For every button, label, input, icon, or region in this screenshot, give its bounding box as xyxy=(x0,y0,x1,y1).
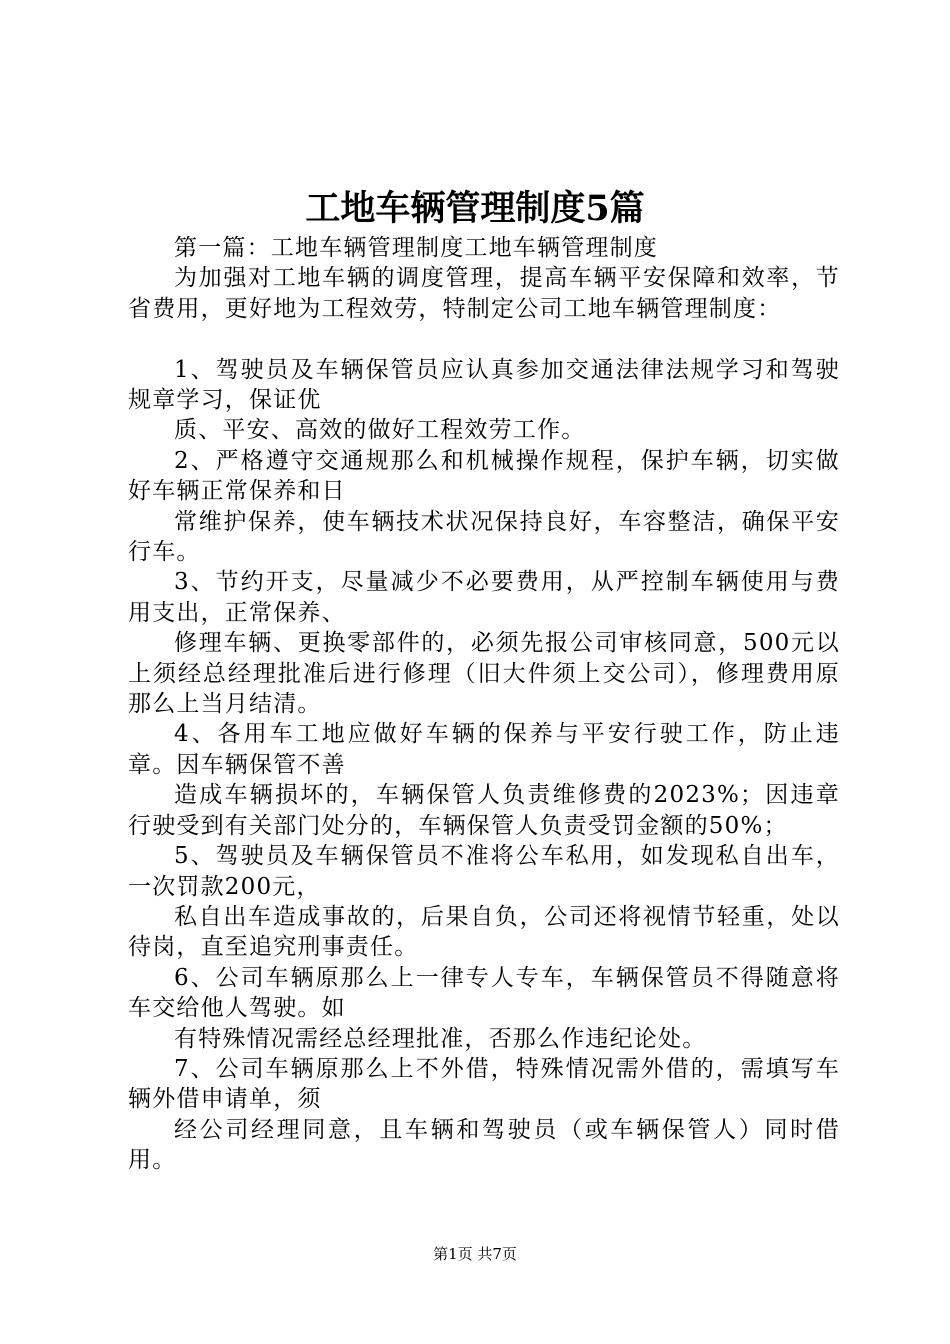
paragraph-rule-1-cont: 质、平安、高效的做好工程效劳工作。 xyxy=(174,417,586,444)
page-number-footer: 第1页 共7页 xyxy=(433,1245,517,1263)
paragraph-rule-4-cont: 造成车辆损坏的，车辆保管人负责维修费的2023%；因违章行驶受到有关部门处分的，车辆保管人负责受罚金额的50%； xyxy=(128,782,840,839)
paragraph-rule-5: 5、驾驶员及车辆保管员不准将公车私用，如发现私自出车，一次罚款200元， xyxy=(128,843,840,900)
paragraph-rule-1: 1、驾驶员及车辆保管员应认真参加交通法律法规学习和驾驶规章学习，保证优 xyxy=(128,356,840,414)
paragraph-rule-2-cont: 常维护保养，使车辆技术状况保持良好，车容整洁，确保平安行车。 xyxy=(128,508,840,566)
document-title: 工地车辆管理制度5篇 xyxy=(305,188,645,229)
paragraph-rule-7: 7、公司车辆原那么上不外借，特殊情况需外借的，需填写车辆外借申请单，须 xyxy=(128,1055,840,1113)
blank-line xyxy=(128,324,840,354)
paragraph-rule-6: 6、公司车辆原那么上一律专人专车，车辆保管员不得随意将车交给他人驾驶。如 xyxy=(128,964,840,1022)
paragraph-rule-6-cont: 有特殊情况需经总经理批准，否那么作违纪论处。 xyxy=(174,1025,707,1052)
paragraph-rule-2: 2、严格遵守交通规那么和机械操作规程，保护车辆，切实做好车辆正常保养和日 xyxy=(128,447,840,505)
paragraph-rule-5-cont: 私自出车造成事故的，后果自负，公司还将视情节轻重，处以待岗，直至追究刑事责任。 xyxy=(128,903,840,961)
paragraph-intro: 为加强对工地车辆的调度管理，提高车辆平安保障和效率，节省费用，更好地为工程效劳，特制定公司工地车辆管理制度： xyxy=(128,265,840,322)
paragraph-rule-7-cont: 经公司经理同意，且车辆和驾驶员（或车辆保管人）同时借用。 xyxy=(128,1116,840,1174)
paragraph-section-heading: 第一篇：工地车辆管理制度工地车辆管理制度 xyxy=(174,235,658,261)
paragraph-rule-3-cont: 修理车辆、更换零部件的，必须先报公司审核同意，500元以上须经总经理批准后进行修理（旧大件须上交公司），修理费用原那么上当月结清。 xyxy=(128,630,840,718)
paragraph-rule-3: 3、节约开支，尽量减少不必要费用，从严控制车辆使用与费用支出，正常保养、 xyxy=(128,569,840,626)
paragraph-rule-4: 4、各用车工地应做好车辆的保养与平安行驶工作，防止违章。因车辆保管不善 xyxy=(128,721,840,778)
document-body xyxy=(128,233,840,1176)
